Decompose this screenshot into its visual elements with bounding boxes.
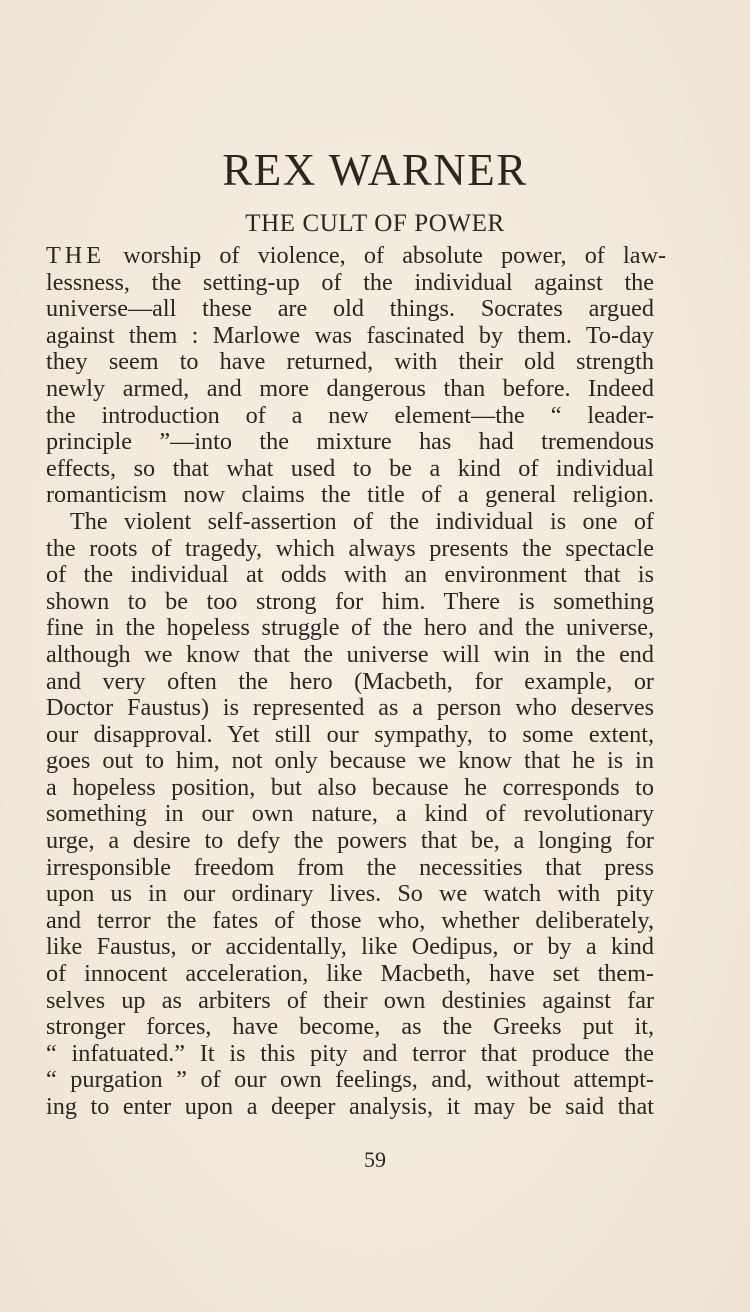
text-line: and terror the fates of those who, whether deliberately,	[46, 906, 654, 934]
essay-title: THE CULT OF POWER	[245, 210, 505, 237]
text-line: “ infatuated.” It is this pity and terror that produce the	[46, 1039, 654, 1067]
text-line	[46, 242, 667, 270]
text-line: “ purgation ” of our own feelings, and, without attempt-	[46, 1066, 654, 1094]
text-line-content: worship of violence, of absolute power, of law-	[123, 242, 667, 269]
text-line: although we know that the universe will win in the end	[46, 640, 654, 668]
text-line: a hopeless position, but also because he corresponds to	[46, 773, 654, 801]
text-line: effects, so that what used to be a kind of individual	[46, 454, 654, 482]
text-line: fine in the hopeless struggle of the hero and the universe,	[46, 614, 654, 642]
text-line: universe—all these are old things. Socrates argued	[46, 295, 654, 323]
text-line: and very often the hero (Macbeth, for example, or	[46, 667, 654, 695]
page-number: 59	[364, 1147, 386, 1172]
text-line: Doctor Faustus) is represented as a person who deserves	[46, 694, 654, 722]
text-line: irresponsible freedom from the necessities that press	[46, 853, 654, 881]
text-line: principle ”—into the mixture has had tremendous	[46, 428, 654, 456]
paragraph-2	[46, 509, 654, 1121]
body-text	[46, 242, 667, 1121]
text-line: of the individual at odds with an environment that is	[46, 561, 654, 589]
text-line: against them : Marlowe was fascinated by them. To-day	[46, 321, 654, 349]
text-line: selves up as arbiters of their own destinies against far	[46, 986, 654, 1014]
text-line: urge, a desire to defy the powers that be, a longing for	[46, 827, 654, 855]
text-line: ing to enter upon a deeper analysis, it may be said that	[46, 1093, 654, 1120]
text-line: they seem to have returned, with their old strength	[46, 348, 654, 376]
text-line: upon us in our ordinary lives. So we watch with pity	[46, 880, 654, 908]
text-line: like Faustus, or accidentally, like Oedipus, or by a kind	[46, 933, 654, 961]
text-line: something in our own nature, a kind of revolutionary	[46, 800, 654, 828]
opening-word: THE	[46, 242, 106, 269]
text-line: shown to be too strong for him. There is something	[46, 587, 654, 615]
paragraph-1	[46, 242, 667, 509]
text-line: goes out to him, not only because we know that he is in	[46, 747, 654, 775]
author-heading: REX WARNER	[222, 145, 528, 195]
text-line: romanticism now claims the title of a general religion.	[46, 481, 654, 509]
text-line: stronger forces, have become, as the Greeks put it,	[46, 1013, 654, 1041]
text-line: the introduction of a new element—the “ leader-	[46, 401, 654, 429]
text-line: newly armed, and more dangerous than before. Indeed	[46, 374, 654, 402]
text-line: lessness, the setting-up of the individual against the	[46, 268, 654, 296]
text-line: of innocent acceleration, like Macbeth, have set them-	[46, 960, 654, 988]
text-line: the roots of tragedy, which always presents the spectacle	[46, 534, 654, 562]
text-line: The violent self-assertion of the individual is one of	[70, 507, 654, 535]
text-line: our disapproval. Yet still our sympathy, to some extent,	[46, 720, 654, 748]
